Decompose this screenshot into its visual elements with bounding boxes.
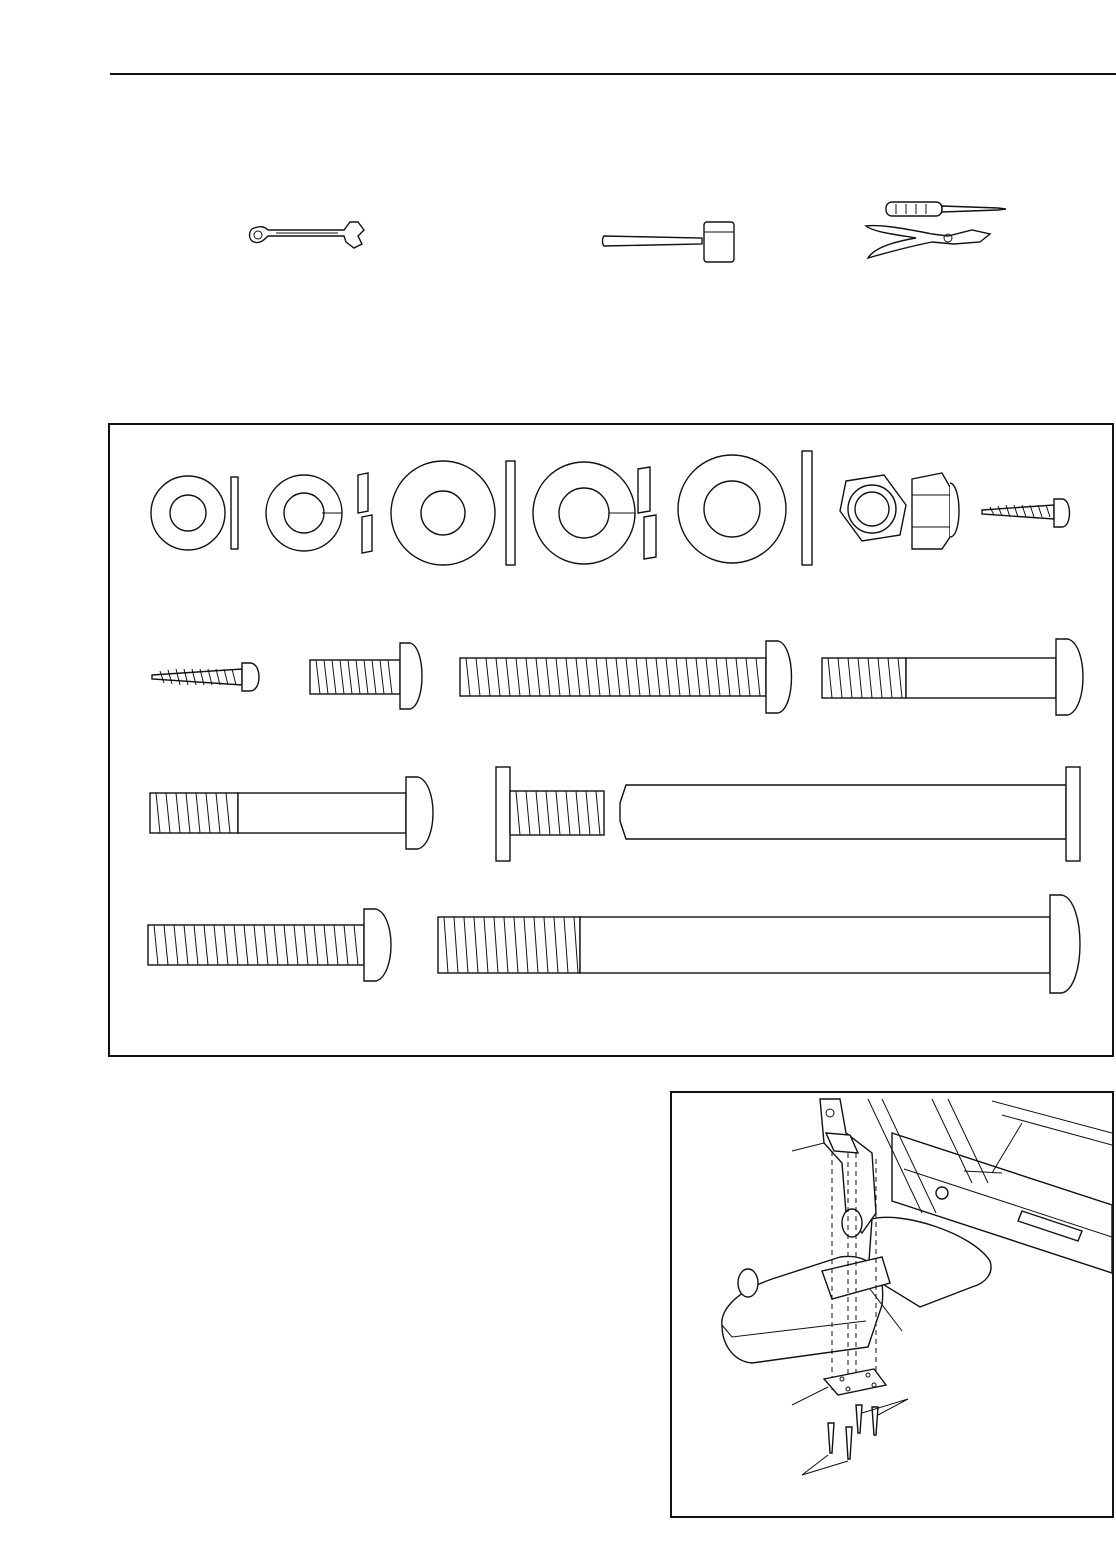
split-washer-small-icon — [266, 473, 372, 553]
mallet-icon — [600, 218, 742, 266]
assembly-figure-panel — [670, 1091, 1114, 1518]
screwdriver-pliers-icon — [862, 196, 1008, 264]
wrench-icon — [246, 214, 368, 254]
header-rule — [110, 73, 1116, 75]
shoulder-bolt-long-icon — [150, 777, 433, 849]
button-bolt-medium-icon — [148, 909, 391, 981]
button-bolt-short-icon — [310, 643, 422, 709]
screw-tapping-icon — [152, 663, 259, 691]
hex-nut-icon — [840, 475, 906, 541]
nylon-locknut-icon — [912, 473, 959, 549]
axle-bolt-icon — [496, 767, 1080, 861]
split-washer-large-icon — [533, 462, 656, 564]
flat-washer-medium-icon — [391, 461, 515, 565]
shoulder-bolt-extra-long-icon — [438, 895, 1080, 993]
shoulder-bolt-medium-icon — [822, 639, 1083, 715]
flat-washer-large-icon — [678, 451, 812, 565]
button-bolt-long-icon — [460, 641, 792, 713]
hardware-identification-panel — [108, 423, 1114, 1057]
flat-washer-small-icon — [151, 476, 238, 550]
screw-small-icon — [982, 499, 1070, 527]
